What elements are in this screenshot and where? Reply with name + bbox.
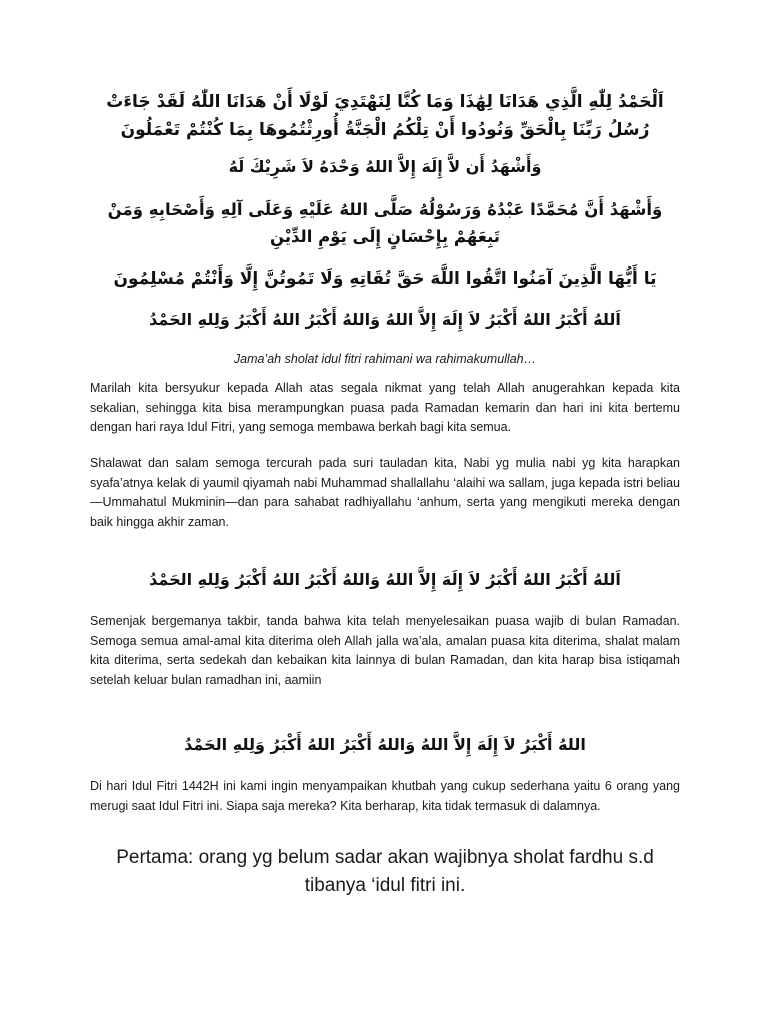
section-heading-first: Pertama: orang yg belum sadar akan wajibnya sholat fardhu s.d tibanya ‘idul fitri ini. [116,847,654,896]
paragraph-ramadan: Semenjak bergemanya takbir, tanda bahwa kita telah menyelesaikan puasa wajib di bulan Ramadan. Semoga semua amal-amal kita diterima oleh Allah jalla wa’ala, amalan puasa kita diterima, shalat malam kita diterima, serta sedekah dan kebaikan kita lainnya di bulan Ramadan, dan kita harap bisa istiqamah setelah keluar bulan ramadhan ini, aamiin [90,614,680,687]
arabic-takbir-second: اَللهُ أَكْبَرُ اللهُ أَكْبَرُ لاَ إِلَهَ إِلاَّ اللهُ وَاللهُ أَكْبَرُ اللهُ أَكْبَرُ وَلِلهِ الحَمْدُ [149,570,621,589]
arabic-takbir-third: اللهُ أَكْبَرُ لاَ إِلَهَ إِلاَّ اللهُ وَاللهُ أَكْبَرُ اللهُ أَكْبَرُ وَلِلهِ الحَمْدُ [184,735,586,754]
arabic-shahada-second: وَأَشْهَدُ أَنَّ مُحَمَّدًا عَبْدُهُ وَرَسُوْلُهُ صَلَّى اللهُ عَلَيْهِ وَعَلَى آلِهِ وَأَصْحَابِهِ وَمَنْ تَبِعَهُمْ بِإِحْسَانٍ إِلَى يَوْمِ الدِّيْنِ [107,200,663,246]
paragraph-introduction: Di hari Idul Fitri 1442H ini kami ingin menyampaikan khutbah yang cukup sederhana yaitu 6 orang yang merugi saat Idul Fitri ini. Siapa saja mereka? Kita berharap, kita tidak termasuk di dalamnya. [90,779,680,813]
paragraph-shalawat: Shalawat dan salam semoga tercurah pada suri tauladan kita, Nabi yg mulia nabi yg kita harapkan syafa’atnya kelak di yaumil qiyamah nabi Muhammad shallallahu ‘alaihi wa sallam, juga kepada istri beliau—Ummahatul Mukminin—dan para sahabat radhiyallahu ‘anhum, serta yang mengikuti mereka dengan baik hingga akhir zaman. [90,456,680,529]
document-page [90,0,680,1024]
arabic-shahada-first: وَأَشْهَدُ أَن لاَّ إِلَهَ إِلاَّ اللهُ وَحْدَهُ لاَ شَرِيْكَ لَهُ [228,157,542,176]
arabic-taqwa-verse: يَا أَيُّهَا الَّذِينَ آمَنُوا اتَّقُوا اللَّهَ حَقَّ تُقَاتِهِ وَلَا تَمُوتُنَّ إِلَّا وَأَنْتُمْ مُسْلِمُونَ [113,269,657,289]
arabic-takbir-first: اَللهُ أَكْبَرُ اللهُ أَكْبَرُ لاَ إِلَهَ إِلاَّ اللهُ وَاللهُ أَكْبَرُ اللهُ أَكْبَرُ وَلِلهِ الحَمْدُ [149,310,621,329]
paragraph-gratitude: Marilah kita bersyukur kepada Allah atas segala nikmat yang telah Allah anugerahkan kepada kita sekalian, sehingga kita bisa merampungkan puasa pada Ramadan kemarin dan hari ini kita bertemu dengan hari raya Idul Fitri, yang semoga membawa berkah bagi kita semua. [90,381,680,434]
arabic-opening-verse: اَلْحَمْدُ لِلّٰهِ الَّذِي هَدَانَا لِهَٰذَا وَمَا كُنَّا لِنَهْتَدِيَ لَوْلَا أَنْ هَدَانَا اللّٰهُ لَقَدْ جَاءَتْ رُسُلُ رَبِّنَا بِالْحَقِّ وَنُودُوا أَنْ تِلْكُمُ الْجَنَّةُ أُورِثْتُمُوهَا بِمَا كُنْتُمْ تَعْمَلُونَ [106,92,664,140]
greeting-line: Jama’ah sholat idul fitri rahimani wa rahimakumullah… [233,352,537,366]
